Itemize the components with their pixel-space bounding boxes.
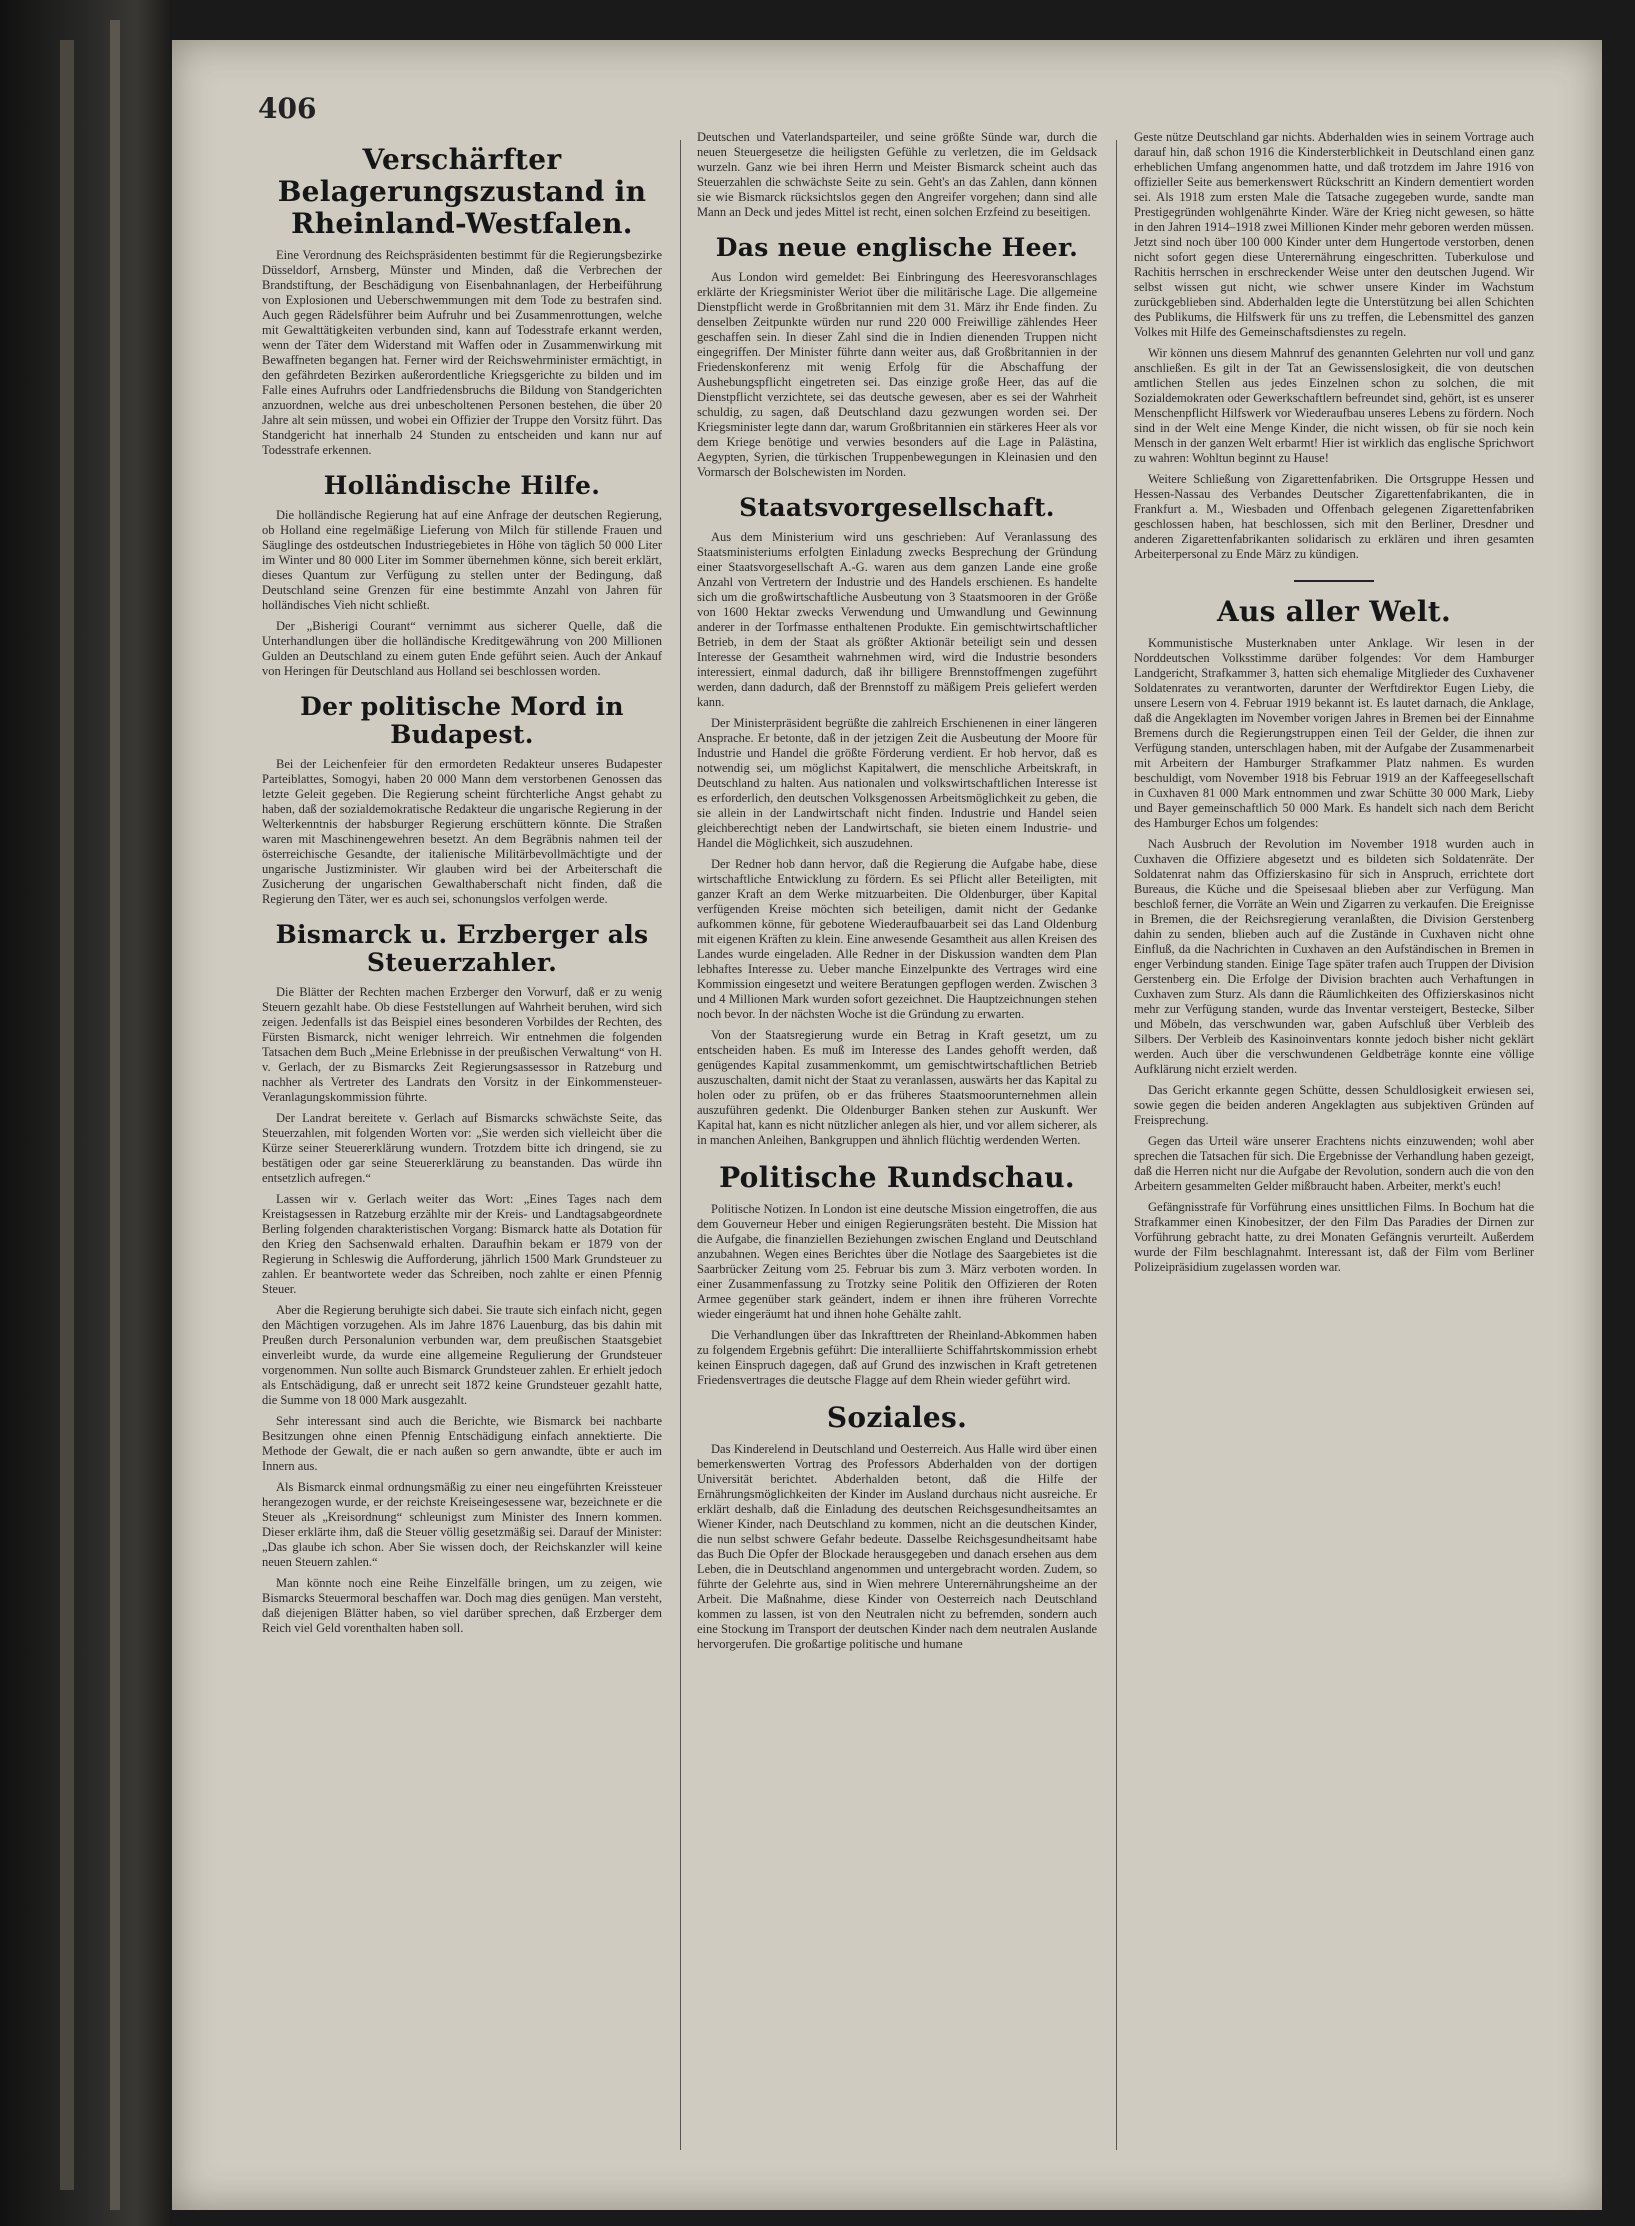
- headline: Staatsvorgesellschaft.: [739, 493, 1055, 522]
- paragraph: Sehr interessant sind auch die Berichte, wie Bismarck bei nachbarte Besitzungen ohne einen Pfennig Entschädigung einfach annektierte. Die Methode der Gewalt, die er nach außen so gern anwandte, übte er auch im Innern aus.: [262, 1414, 662, 1473]
- headline: Politische Rundschau.: [719, 1161, 1075, 1194]
- paragraph: Der Ministerpräsident begrüßte die zahlreich Erschienenen in einer längeren Ansprache. Er betonte, daß in der jetzigen Zeit die Ausbeutung der Moore für Industrie und Handel die größte Förderung verdient. Er hob hervor, daß es notwendig sei, um möglichst Kapitalwert, die menschliche Arbeitskraft, in Deutschland zu halten. Aus nationalen und volkswirtschaftlichen Interesse ist es erforderlich, den deutschen Volksgenossen Arbeitsmöglichkeit zu geben, die sie allein in der Landwirtschaft nicht finden. Industrie und Handel seien gleichberechtigt neben der Landwirtschaft, sie bieten einem Industrie- und Handel die Möglichkeit, sich auszudehnen.: [697, 716, 1097, 850]
- headline: Das neue englische Heer.: [715, 233, 1079, 262]
- headline: Holländische Hilfe.: [323, 471, 601, 500]
- binding-edge: [60, 40, 74, 2190]
- paragraph: Nach Ausbruch der Revolution im November 1918 wurden auch in Cuxhaven die Offiziere abgesetzt und es bildeten sich Soldatenräte. Der Soldatenrat nahm das Offizierskasino für sich in Anspruch, errichtete dort Bureaus, die Küche und die Speisesaal blieben aber zur Verfügung. Man beschloß ferner, die Vorräte an Wein und Zigarren zu verkaufen. Die Ereignisse in Bremen, die der Reichsregierung veranlaßten, die Division Gerstenberg dahin zu senden, blieben auch auf die Zustände in Cuxhaven nicht ohne Einfluß, da die Nachrichten in Cuxhaven an den Aufständischen in Bremen in enger Verbindung standen. Einige Tage später trafen auch Truppen der Division Gerstenberg ein. Die Erfolge der Division brachten auch Verhaftungen in Cuxhaven zum Sturz. Als dann die Räumlichkeiten des Offizierskasinos nicht mehr zur Verfügung standen, wurde das Inventar versteigert, Bestecke, Silber und Möbeln, das verschwunden war, gaben Aufschluß über Verbleib des Silbers. Der Verbleib des Kasinoinventars konnte jedoch bisher nicht geklärt werden. Auch über die verschwundenen Geldbeträge konnte eine völlige Aufklärung nicht erzielt werden.: [1134, 837, 1534, 1076]
- column-2: [697, 130, 1097, 2180]
- column-divider: [1116, 140, 1117, 2150]
- paragraph: Das Kinderelend in Deutschland und Oesterreich. Aus Halle wird über einen bemerkenswerten Vortrag des Professors Abderhalden von der dortigen Universität berichtet. Abderhalden betont, daß die Hilfe der Ernährungsmöglichkeiten der Kinder im Ausland durchaus nicht ausreiche. Er erklärt deshalb, daß die Einladung des deutschen Reichsgesundheitsamtes an Wiener Kinder, nach Deutschland zu kommen, nicht an die deutschen Kinder, die nun selbst schwere Gefahr bedeute. Dasselbe Reichsgesundheitsamt habe das Buch Die Opfer der Blockade herausgegeben und danach ersehen aus dem Leben, die in Deutschland angenommen und untergebracht worden. Zudem, so führte der Gelehrte aus, sind in Wien mehrere Unterernährungsheime an der Arbeit. Die Maßnahme, diese Kinder von Oesterreich nach Deutschland kommen zu lassen, ist von den Neutralen nicht zu befremden, sondern auch eine Stockung im Transport der deutschen Kinder nach dem neutralen Auslande hervorgerufen. Die großartige politische und humane: [697, 1442, 1097, 1651]
- paragraph: Die Verhandlungen über das Inkrafttreten der Rheinland-Abkommen haben zu folgendem Ergebnis geführt: Die interalliierte Schiffahrtskommission erhebt keinen Einspruch dagegen, daß auf Grund des inzwischen in Kraft getretenen Friedensvertrages die deutsche Flagge auf dem Rhein wieder geführt wird.: [697, 1328, 1097, 1387]
- headline: Soziales.: [826, 1401, 968, 1434]
- paragraph: Aber die Regierung beruhigte sich dabei. Sie traute sich einfach nicht, gegen den Mächtigen vorzugehen. Als im Jahre 1876 Lauenburg, das bis dahin mit Preußen durch Personalunion verbunden war, dem preußischen Staatsgebiet einverleibt wurde, da wurde eine allgemeine Regulierung der Grundsteuer vorgenommen. Nun sollte auch Bismarck Grundsteuer zahlen. Er erhielt jedoch als Entschädigung, daß er unrecht seit 1872 keine Grundsteuer gezahlt hatte, die Summe von 18 000 Mark ausgezahlt.: [262, 1303, 662, 1407]
- paragraph: Die Blätter der Rechten machen Erzberger den Vorwurf, daß er zu wenig Steuern gezahlt habe. Ob diese Feststellungen auf Wahrheit beruhen, wird sich zeigen. Jedenfalls ist das Beispiel eines besonderen Vorbildes der Rechten, des Fürsten Bismarck, nicht weniger lehrreich. Wir entnehmen die folgenden Tatsachen dem Buch „Meine Erlebnisse in der preußischen Verwaltung“ von H. v. Gerlach, der zu Bismarcks Zeit Regierungsassessor in Ratzeburg und nachher als Vertreter des Landrats den Vorsitz in der Einkommensteuer-Veranlagungskommission führte.: [262, 985, 662, 1104]
- paragraph: Eine Verordnung des Reichspräsidenten bestimmt für die Regierungsbezirke Düsseldorf, Arnsberg, Münster und Minden, daß die Verbrechen der Brandstiftung, der Beschädigung von Eisenbahnanlagen, der Herbeiführung von Explosionen und Ueberschwemmungen mit dem Tode zu bestrafen sind. Auch gegen Rädelsführer beim Aufruhr und bei Zusammenrottungen, welche mit Gewalttätigkeiten verbunden sind, kann auf Todesstrafe erkannt werden, wenn der Täter dem Widerstand mit Waffen oder in Zusammenwirkung mit Bewaffneten begangen hat. Ferner wird der Reichswehrminister ermächtigt, in den gefährdeten Bezirken außerordentliche Kriegsgerichte zu bilden und im Falle eines Aufruhrs oder Landfriedensbruchs die Bildung von Standgerichten anzuordnen, welche aus drei unbescholtenen Personen bestehen, die über 20 Jahre alt sein müssen, und wobei ein Offizier der Truppe den Vorsitz führt. Das Standgericht hat innerhalb 24 Stunden zu entscheiden und kann nur auf Todesstrafe erkennen.: [262, 248, 662, 457]
- paragraph: Gegen das Urteil wäre unserer Erachtens nichts einzuwenden; wohl aber sprechen die Tatsachen für sich. Die Ergebnisse der Verhandlung haben gezeigt, daß die Herren nicht nur die Aufgabe der Revolution, sondern auch die von den Arbeitern gesammelten Gelder mißbraucht haben. Arbeiter, merkt's euch!: [1134, 1134, 1534, 1193]
- binding-edge: [110, 20, 120, 2210]
- paragraph: Aus London wird gemeldet: Bei Einbringung des Heeresvoranschlages erklärte der Kriegsminister Weriot über die militärische Lage. Die allgemeine Dienstpflicht werde in Großbritannien mit dem 31. März ihr Ende finden. Zu denselben Zeitpunkte würden nur rund 220 000 Freiwillige zählendes Heer geschaffen sein. In dieser Zahl sind die in Indien dienenden Truppen nicht eingegriffen. Der Minister führte dann weiter aus, daß Großbritannien in der Friedenskonferenz mit wenig Erfolg für die Abschaffung der Aushebungspflicht eingetreten sei. Das einzige große Heer, das auf die Dienstpflicht verzichtete, sei das deutsche gewesen, aber es sei der Wahrheit schuldig, zu sagen, daß Deutschland dazu gezwungen worden sei. Der Kriegsminister legte dann dar, warum Großbritannien ein stärkeres Heer als vor dem Kriege benötige und verwies besonders auf die Lage in Palästina, Aegypten, Syrien, die türkischen Truppenbewegungen in Kleinasien und den Vormarsch der Bolschewisten im Norden.: [697, 270, 1097, 479]
- paragraph: Geste nütze Deutschland gar nichts. Abderhalden wies in seinem Vortrage auch darauf hin, daß schon 1916 die Kindersterblichkeit in Deutschland einen ganz erheblichen Umfang angenommen hatte, und daß trotzdem im Jahre 1916 von offizieller Seite aus bemerkenswert Rückschritt an Kindern dementiert worden sei. Als 1918 zum ersten Male die Tatsache zugegeben wurde, sandte man Prestigegründen wohlgenährte Kinder. Wäre der Krieg nicht gewesen, so hätte in den Jahren 1914–1918 zwei Millionen Kinder mehr geboren werden müssen. Jetzt sind noch über 100 000 Kinder unter dem Hungertode verstorben, denen nicht sofort gegen diese Unterernährung eingeschritten. Tuberkulose und Rachitis herrschen in erschreckender Weise unter den deutschen Jugend. Wir selbst wissen gut nicht, wie schwer unsere Kinder im Wachstum zurückgeblieben sind. Abderhalden legte die Unterstützung bei allen Schichten des Publikums, die Hilfswerk für uns zu treffen, die Lebensmittel des ganzen Volkes mit Hilfe des Gemeinschaftsdienstes zu regeln.: [1134, 130, 1534, 339]
- headline: Bismarck u. Erzberger als Steuerzahler.: [275, 920, 649, 977]
- paragraph: Kommunistische Musterknaben unter Anklage. Wir lesen in der Norddeutschen Volksstimme darüber folgendes: Vor dem Hamburger Landgericht, Strafkammer 3, hatten sich ehemalige Mitglieder des Cuxhavener Soldatenrates zu verantworten, darunter der Werftdirektor Eugen Lieby, die unsere Lesern von 4. Februar 1919 bekannt ist. Es lautet darnach, die Anklage, daß die Angeklagten im November vorigen Jahres in Bremen bei der Einnahme Bremens durch die Regierungstruppen einen Teil der Gelder, die ihnen zur Verfügung standen, unterschlagen haben, mit der Aufgabe der Zusammenarbeit mit Arbeitern der Hamburger Strafkammer Platz nahmen. Es wurden beschuldigt, vom November 1918 bis Februar 1919 an der Kaffeegesellschaft in Cuxhaven 81 000 Mark entnommen und zwar Schütte 30 000 Mark, Lieby und Bayer gemeinschaftlich 50 000 Mark. Es handelt sich nach dem Bericht des Hamburger Echos um folgendes:: [1134, 636, 1534, 830]
- paragraph: Der Redner hob dann hervor, daß die Regierung die Aufgabe habe, diese wirtschaftliche Entwicklung zu fördern. Es sei Pflicht aller Beteiligten, mit ganzer Kraft an dem Werke mitzuarbeiten. Die Oldenburger, über Kapital verfügenden Kreise möchten sich beteiligen, damit nicht der Gedanke aufkommen könne, für gebotene Wiederaufbauarbeit sei das Land Oldenburg mit eigenen Kräften zu klein. Eine anwesende Gesamtheit aus allen Kreisen des Landes wurde eingeladen. Alle Redner in der Diskussion wandten dem Plan lebhaftes Interesse zu. Ueber manche Einzelpunkte des Vertrages wird eine Kommission eingesetzt und weitere Beratungen gepflogen werden. Zwischen 3 und 4 Millionen Mark wurden sofort gezeichnet. Die Hauptzeichnungen stehen noch bevor. In der nächsten Woche ist die Gründung zu erwarten.: [697, 857, 1097, 1021]
- paragraph: Bei der Leichenfeier für den ermordeten Redakteur unseres Budapester Parteiblattes, Somogyi, haben 20 000 Mann dem verstorbenen Genossen das letzte Geleit gegeben. Die Regierung scheint fürchterliche Angst gehabt zu haben, daß der sozialdemokratische Redakteur die ungarische Regierung in der Welterkenntnis der habsburger Regierung erschüttern könnte. Die Straßen waren mit Maschinengewehren besetzt. An dem Begräbnis nahmen teil der österreichische Gesandte, der italienische Militärbevollmächtigte und der ungarische Justizminister. Wir glauben wird bei der Arbeiterschaft die Zusicherung der ungarischen Gewalthaberschaft nicht finden, daß die Regierung den Täter, wer es auch sei, schonungslos verfolgen werde.: [262, 757, 662, 906]
- paragraph: Das Gericht erkannte gegen Schütte, dessen Schuldlosigkeit erwiesen sei, sowie gegen die beiden anderen Angeklagten aus subjektiven Gründen auf Freisprechung.: [1134, 1083, 1534, 1127]
- paragraph: Von der Staatsregierung wurde ein Betrag in Kraft gesetzt, um zu entscheiden haben. Es muß im Interesse des Landes gehofft werden, daß genügendes Kapital zusammenkommt, um gemischtwirtschaftlichen Betrieb auszuschalten, damit nicht der Staat zu veranlassen, auswärts her das Kapital zu holen oder zu prüfen, ob er das früheres Staatsmoorunternehmen allein auszuführen gedenkt. Die Oldenburger Banken stehen zur Auskunft. Wer Kapital hat, kann es nicht nützlicher anlegen als hier, und vor allem sicherer, als in manchen Anleihen, Bankgruppen und ähnlich flüchtig werdenden Werten.: [697, 1028, 1097, 1147]
- paragraph: Wir können uns diesem Mahnruf des genannten Gelehrten nur voll und ganz anschließen. Es gilt in der Tat an Gewissenslosigkeit, die von deutschen amtlichen Stellen aus jedes Einzelnen schon zu solchen, die mit Sozialdemokraten oder Gewerkschaftlern befreundet sind, gehört, ist es unserer Menschenpflicht Hilfswerk vor Wiederaufbau unseres Lebens zu fördern. Noch sind in der Welt eine Menge Kinder, die nicht wissen, ob für sie noch kein Mensch in der ganzen Welt erbarmt! Hier ist wirklich das englische Sprichwort zu wahren: Wohltun beginnt zu Hause!: [1134, 346, 1534, 465]
- paragraph: Der „Bisherigi Courant“ vernimmt aus sicherer Quelle, daß die Unterhandlungen über die holländische Kreditgewährung von 200 Millionen Gulden an Deutschland zu einem guten Ende geführt seien. Auch der Ankauf von Heringen für Deutschland aus Holland sei beschlossen worden.: [262, 619, 662, 678]
- column-divider: [680, 140, 681, 2150]
- paragraph: Lassen wir v. Gerlach weiter das Wort: „Eines Tages nach dem Kreistagsessen in Ratzeburg erzählte mir der Kreis- und Landtagsabgeordnete Berling folgenden charakteristischen Vorgang: Bismarck hatte als Dotation für den Krieg den Sachsenwald erhalten. Daraufhin bekam er 1879 von der Regierung in Schleswig die Aufforderung, jährlich 1500 Mark Grundsteuer zu zahlen. Er beantwortete weder das Schreiben, noch zahlte er einen Pfennig Steuer.: [262, 1192, 662, 1296]
- newspaper-page: [172, 40, 1602, 2210]
- paragraph: Deutschen und Vaterlandsparteiler, und seine größte Sünde war, durch die neuen Steuergesetze die heiligsten Gefühle zu verletzen, die im Geldsack wurzeln. Ganz wie bei ihren Herrn und Meister Bismarck scheint auch das Steuerzahlen die schwächste Seite zu sein. Geht's an das Zahlen, dann können sie wie Bismarck rücksichtslos gegen den Angreifer vorgehen; dann sind alle Mann an Deck und jedes Mittel ist recht, einen solchen Erzfeind zu beseitigen.: [697, 130, 1097, 219]
- paragraph: Weitere Schließung von Zigarettenfabriken. Die Ortsgruppe Hessen und Hessen-Nassau des Verbandes Deutscher Zigarettenfabrikanten, die in Frankfurt a. M., Wiesbaden und Offenbach gelegenen Zigarettenfabriken geschlossen haben, hat beschlossen, sich mit den Berliner, Dresdner und anderen Zigarettenfabrikanten solidarisch zu erklären und ihren gesamten Arbeiterpersonal zu Ende März zu kündigen.: [1134, 472, 1534, 561]
- section-separator: [1294, 580, 1374, 582]
- paragraph: Aus dem Ministerium wird uns geschrieben: Auf Veranlassung des Staatsministeriums erfolgten Einladung zwecks Besprechung der Gründung einer Staatsvorgesellschaft A.-G. waren aus dem ganzen Lande eine große Anzahl von Vertretern der Industrie und des Handels erschienen. Es handelte sich um die großwirtschaftliche Ausbeutung von 3 Staatsmooren in der Größe von 1600 Hektar zwecks Verwendung und Umwandlung und Gewinnung anderer in der Torfmasse enthaltenen Produkte. Ein gemischtwirtschaftlicher Betrieb, in dem der Staat als größter Aktionär beteiligt sein und dessen Interesse der Gesamtheit wahrnehmen wird, wird die Industrie besonders interessiert, einmal dadurch, daß ihr billigere Brennstoffmengen zugeführt werden, dann dadurch, daß der Brennstoff zu mäßigem Preis geliefert werden kann.: [697, 530, 1097, 709]
- paragraph: Man könnte noch eine Reihe Einzelfälle bringen, um zu zeigen, wie Bismarcks Steuermoral beschaffen war. Doch mag dies genügen. Man versteht, daß diejenigen Blätter haben, so viel darüber sprechen, daß Erzberger dem Reich viel Geld vorenthalten haben soll.: [262, 1576, 662, 1635]
- headline: Aus aller Welt.: [1216, 595, 1452, 628]
- paragraph: Politische Notizen. In London ist eine deutsche Mission eingetroffen, die aus dem Gouverneur Heber und einigen Regierungsräten besteht. Die Mission hat die Aufgabe, die finanziellen Beziehungen zwischen England und Deutschland anzubahnen. Wegen eines Berichtes über die Notlage des Saargebietes ist die Saarbrücker Zeitung vom 25. Februar bis zum 3. März verboten worden. In einer Zusammenfassung zu Trotzky seine Politik den Offizieren der Roten Armee gegenüber stark geändert, indem er ihnen ihre früheren Vorrechte wieder eingeräumt hat und ihnen hohe Gehälte zahlt.: [697, 1202, 1097, 1321]
- paragraph: Gefängnisstrafe für Vorführung eines unsittlichen Films. In Bochum hat die Strafkammer einen Kinobesitzer, der den Film Das Paradies der Dirnen zur Vorführung gebracht hatte, zu drei Monaten Gefängnis verurteilt. Außerdem wurde der Film beschlagnahmt. Interessant ist, daß der Film vom Berliner Polizeipräsidium zugelassen worden war.: [1134, 1200, 1534, 1274]
- book-binding: [0, 0, 170, 2226]
- paragraph: Der Landrat bereitete v. Gerlach auf Bismarcks schwächste Seite, das Steuerzahlen, mit folgenden Worten vor: „Sie werden sich vielleicht über die Kürze seiner Steuererklärung wundern. Trotzdem bitte ich dringend, sie zu bestätigen oder gar seine Steuererklärung zu beanstanden. Das würde ihn entsetzlich aufregen.“: [262, 1111, 662, 1185]
- paragraph: Als Bismarck einmal ordnungsmäßig zu einer neu eingeführten Kreissteuer herangezogen wurde, er der reichste Kreiseingesessene war, bezeichnete er die Steuer als „Kreisordnung“ schleunigst zum Minister des Innern kommen. Dieser erklärte ihm, daß die Steuer völlig gesetzmäßig sei. Darauf der Minister: „Das glaube ich schon. Aber Sie wissen doch, der Reichskanzler will keine neuen Steuern zahlen.“: [262, 1480, 662, 1569]
- paragraph: Die holländische Regierung hat auf eine Anfrage der deutschen Regierung, ob Holland eine regelmäßige Lieferung von Milch für stillende Frauen und Säuglinge des ostdeutschen Industriegebietes in Höhe von täglich 50 000 Liter im Winter und 80 000 Liter im Sommer übernehmen könne, sich bereit erklärt, dieses Quantum zur Verfügung zu stellen unter der Bedingung, daß Deutschland seine Grenzen für eine bestimmte Anzahl von Jahren für holländisches Vieh nicht schließt.: [262, 508, 662, 612]
- column-3: [1134, 130, 1534, 2180]
- column-1: [262, 130, 662, 2180]
- headline: Verschärfter Belagerungszustand in Rheinland-Westfalen.: [277, 143, 647, 240]
- headline: Der politische Mord in Budapest.: [300, 692, 624, 749]
- page-number: 406: [258, 92, 317, 125]
